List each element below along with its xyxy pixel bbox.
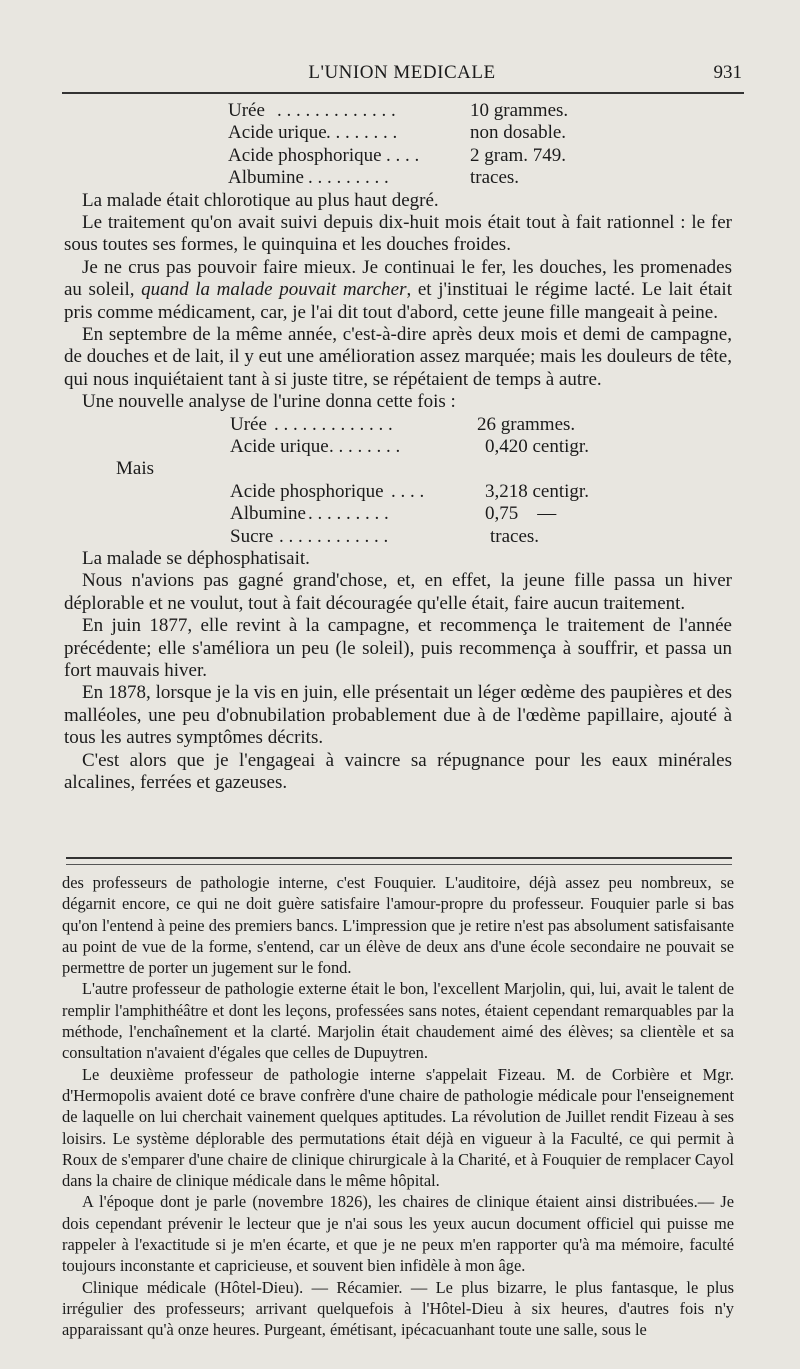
analysis-name: Albumine — [228, 167, 304, 189]
feuilleton-paragraph: Le deuxième professeur de pathologie interne s'appelait Fizeau. M. de Corbière et Mgr. d'Hermopolis avaient doté ce brave confrère d'une chaire de pathologie médicale pour l'enseignement de laquelle on lui cherchait vainement quelques aptitudes. La révolution de Juillet rendit Fizeau à ses loisirs. Le système déplorable des permutations était déjà en vigueur à la Faculté, ce qui permit à Roux de s'emparer d'une chaire de clinique chirurgicale à la Charité, et à Fouquier de remplacer Cayol dans la chaire de clinique médicale dans le même hôpital. — [62, 1064, 734, 1191]
mais-label: Mais — [116, 458, 154, 480]
analysis-row — [64, 167, 732, 189]
analysis-row — [64, 122, 732, 144]
urine-analysis-2 — [64, 414, 732, 548]
analysis-value: 0,75 — — [485, 503, 557, 525]
analysis-name: Albumine — [230, 503, 306, 525]
paragraph: En septembre de la même année, c'est-à-dire après deux mois et demi de campagne, de douches et de lait, il y eut une amélioration assez marquée; mais les douleurs de tête, qui nous inquiétaient tant à si juste titre, se répétaient de temps à autre. — [64, 324, 732, 390]
analysis-value: traces. — [490, 525, 540, 547]
paragraph: En 1878, lorsque je la vis en juin, elle présentait un léger œdème des paupières et des malléoles, une peu d'obnubilation probablement due à de l'œdème papillaire, ajouté à tous les autres symptômes décrits. — [64, 682, 732, 749]
paragraph: En juin 1877, elle revint à la campagne, et recommença le traitement de l'année précédente; elle s'améliora un peu (le soleil), puis recommença à souffrir, et passa un fort mauvais hiver. — [64, 615, 732, 681]
analysis-dots: . . . . . . . . — [329, 436, 401, 458]
feuilleton-paragraph: Clinique médicale (Hôtel-Dieu). — Récamier. — Le plus bizarre, le plus fantasque, le plus irrégulier des professeurs; arrivant quelquefois à l'Hôtel-Dieu à six heures, d'autres fois n'y apparaissant qu'à onze heures. Purgeant, émétisant, ipécacuanhant toute une salle, sous le — [62, 1277, 734, 1340]
paragraph-text: , et j'instituai le régime lacté. Le lait était pris comme médicament, car, je l'ai dit tout d'abord, cette jeune fille mangeait à peine. — [64, 279, 732, 323]
analysis-row — [64, 436, 732, 458]
paragraph: Nous n'avions pas gagné grand'chose, et, en effet, la jeune fille passa un hiver déplorable et ne voulut, tout à fait découragée qu'elle était, faire aucun traitement. — [64, 570, 732, 614]
analysis-dots: . . . . . . . . . . . . . — [277, 100, 396, 121]
analysis-dots: . . . . . . . . . . . . . — [274, 413, 393, 435]
journal-title: L'UNION MEDICALE — [308, 62, 496, 83]
header-rule — [62, 92, 744, 94]
paragraph: Une nouvelle analyse de l'urine donna cette fois : — [82, 391, 456, 413]
analysis-row — [64, 526, 732, 548]
urine-analysis-1 — [64, 100, 732, 190]
analysis-value: 26 grammes. — [477, 413, 576, 435]
emphasis-text: quand la malade pouvait marcher — [141, 279, 407, 301]
paragraph: La malade était chlorotique au plus haut degré. — [82, 189, 439, 211]
analysis-value: 0,420 centigr. — [485, 436, 589, 458]
analysis-value: traces. — [470, 167, 520, 189]
analysis-row — [64, 503, 732, 525]
feuilleton-paragraph: A l'époque dont je parle (novembre 1826), les chaires de clinique étaient ainsi distribuées.— Je dois cependant prévenir le lecteur que je n'ai sous les yeux aucun document officiel qui puisse me rappeler à l'exactitude si je m'en écarte, et que je ne peux m'en rapporter qu'à ma mémoire, faculté toujours inconstante et capricieuse, et souvent bien infidèle à mon âge. — [62, 1192, 734, 1276]
analysis-dots: . . . . — [386, 144, 420, 166]
analysis-value: 10 grammes. — [470, 100, 569, 121]
main-text — [64, 100, 732, 794]
feuilleton-text — [62, 872, 734, 1341]
analysis-row — [64, 100, 732, 122]
analysis-row — [64, 481, 732, 503]
analysis-value: 3,218 centigr. — [485, 480, 589, 502]
section-rule — [66, 857, 732, 865]
analysis-name: Urée — [230, 413, 267, 435]
analysis-row — [64, 414, 732, 436]
analysis-value: non dosable. — [470, 122, 567, 144]
analysis-name: Acide urique — [230, 436, 329, 458]
analysis-dots: . . . . . . . . . — [308, 503, 389, 525]
feuilleton-paragraph: des professeurs de pathologie interne, c'est Fouquier. L'auditoire, déjà assez peu nombreux, se dégarnit encore, ce qui ne doit guère satisfaire l'amour-propre du professeur. Fouquier parle si bas qu'on l'entend à peine des premiers bancs. L'impression que je retire n'est pas absolument satisfaisante au point de vue de la forme, s'entend, car un élève de deux ans d'une école secondaire ne pouvait se permettre de porter un jugement sur le fond. — [62, 873, 734, 978]
paragraph: Le traitement qu'on avait suivi depuis dix-huit mois était tout à fait rationnel : le fer sous toutes ses formes, le quinquina et les douches froides. — [64, 211, 732, 256]
feuilleton-paragraph: L'autre professeur de pathologie externe était le bon, l'excellent Marjolin, qui, lui, avait le talent de remplir l'amphithéâtre et dont les leçons, professées sans notes, étaient cependant remarquables par la méthode, l'enchaînement et la clarté. Marjolin était chaudement aimé des élèves; sa clientèle et sa consultation n'avaient d'égales que celles de Dupuytren. — [62, 979, 734, 1063]
analysis-value: 2 gram. 749. — [470, 144, 567, 166]
analysis-dots: . . . . . . . . — [326, 122, 398, 144]
analysis-dots: . . . . — [391, 480, 425, 502]
analysis-dots: . . . . . . . . . — [308, 167, 389, 189]
analysis-name: Urée — [228, 100, 265, 121]
paragraph: C'est alors que je l'engageai à vaincre sa répugnance pour les eaux minérales alcalines, ferrées et gazeuses. — [64, 749, 732, 794]
analysis-name: Acide phosphorique — [228, 144, 382, 166]
analysis-row — [64, 458, 732, 480]
analysis-dots: . . . . . . . . . . . . — [279, 525, 389, 547]
analysis-row — [64, 145, 732, 167]
analysis-name: Acide urique — [228, 122, 327, 144]
paragraph-text: Je ne crus pas pouvoir faire mieux. Je continuai le fer, les douches, les promenades au soleil, — [64, 256, 732, 301]
page-number: 931 — [713, 62, 742, 83]
paragraph: La malade se déphosphatisait. — [82, 547, 310, 569]
analysis-name: Acide phosphorique — [230, 480, 384, 502]
paragraph — [64, 257, 732, 324]
analysis-name: Sucre — [230, 525, 274, 547]
running-header — [62, 58, 742, 90]
